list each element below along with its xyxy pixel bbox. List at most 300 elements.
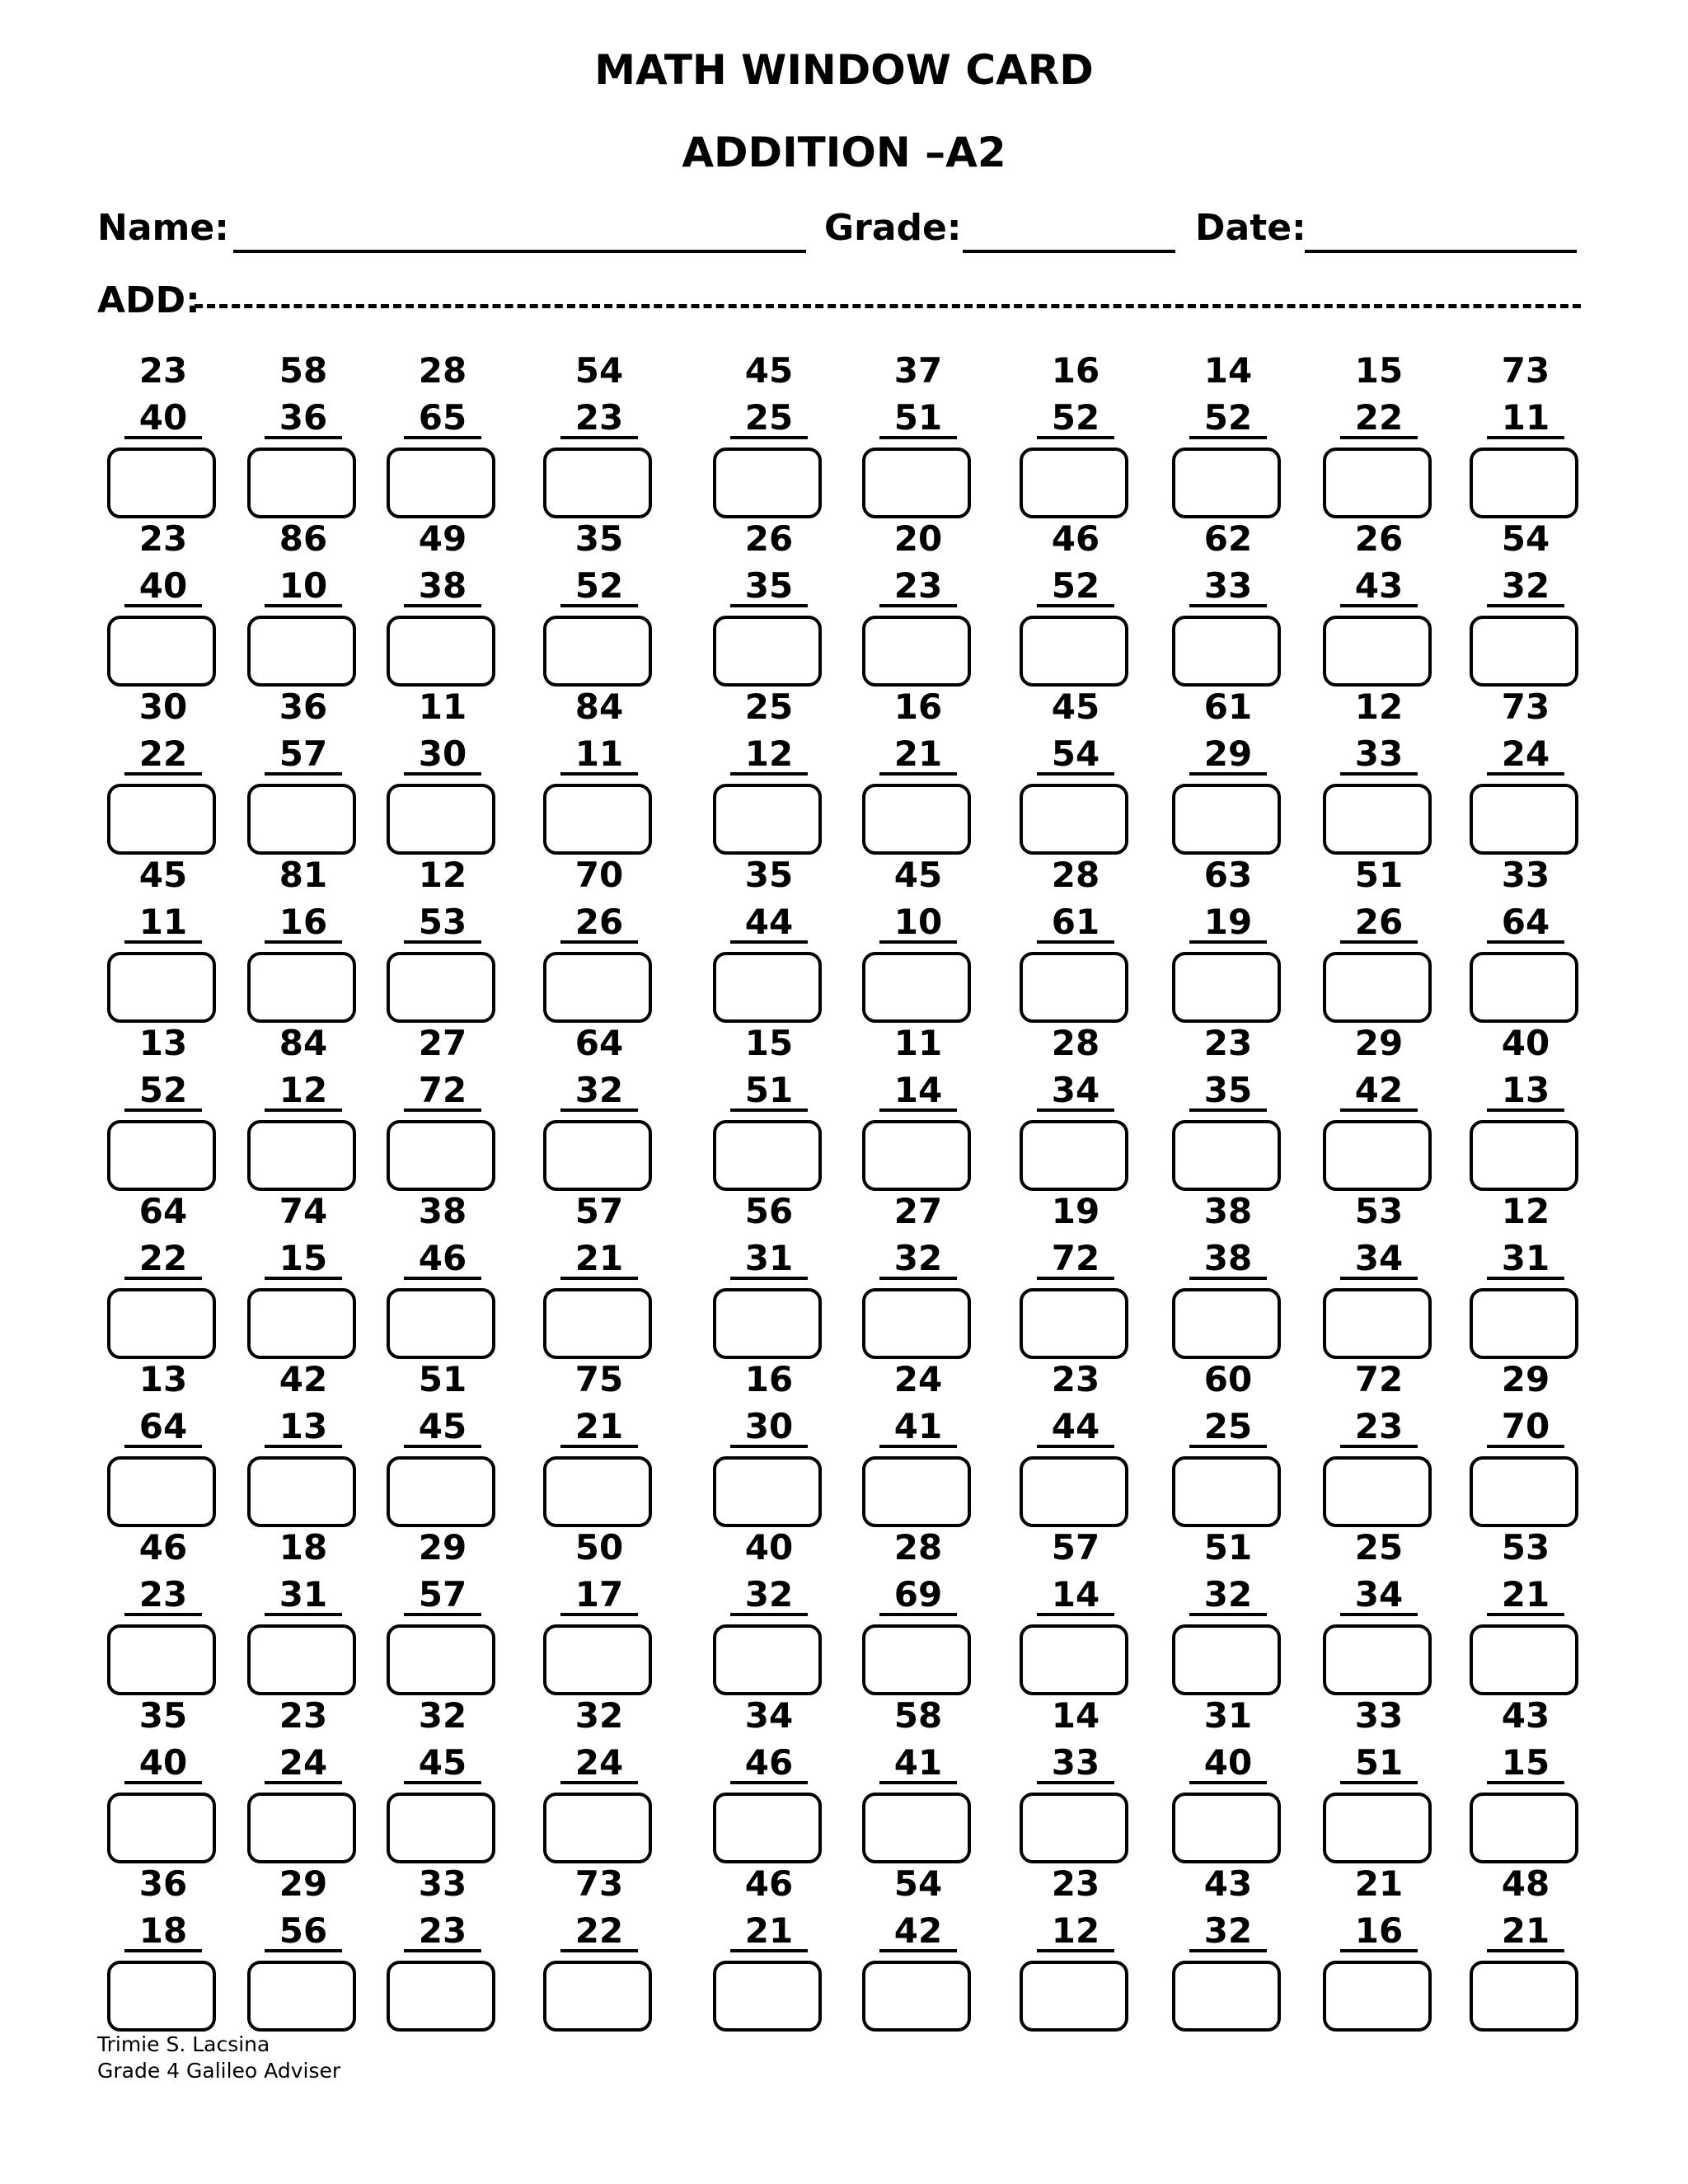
answer-box[interactable] xyxy=(247,1961,356,2032)
problem-cell xyxy=(1018,1695,1133,1863)
answer-box[interactable] xyxy=(543,616,652,687)
answer-box[interactable] xyxy=(1323,1793,1432,1863)
problem-cell xyxy=(106,687,221,855)
answer-box[interactable] xyxy=(1020,1624,1128,1695)
problem-cell xyxy=(1170,687,1286,855)
worksheet-subtitle: ADDITION –A2 xyxy=(682,129,1006,176)
answer-box[interactable] xyxy=(1172,448,1281,518)
answer-box[interactable] xyxy=(1470,448,1578,518)
answer-box[interactable] xyxy=(1470,952,1578,1023)
addend-top: 21 xyxy=(1354,1863,1404,1904)
answer-box[interactable] xyxy=(107,1624,216,1695)
addend-bottom-wrap xyxy=(711,1238,827,1280)
answer-box[interactable] xyxy=(1323,1456,1432,1527)
grade-field[interactable] xyxy=(963,250,1175,253)
answer-box[interactable] xyxy=(387,952,495,1023)
answer-box[interactable] xyxy=(543,1793,652,1863)
addend-bottom: 53 xyxy=(404,904,481,944)
addend-bottom-wrap xyxy=(1018,565,1133,607)
answer-box[interactable] xyxy=(1172,1288,1281,1359)
answer-box[interactable] xyxy=(543,952,652,1023)
addend-top: 54 xyxy=(574,350,624,391)
answer-box[interactable] xyxy=(862,1624,971,1695)
answer-box[interactable] xyxy=(713,784,822,855)
addend-bottom: 24 xyxy=(1487,736,1564,776)
addend-bottom-wrap xyxy=(1321,565,1437,607)
answer-box[interactable] xyxy=(1323,616,1432,687)
addend-bottom-wrap xyxy=(542,565,657,607)
problem-cell xyxy=(385,1023,500,1191)
answer-box[interactable] xyxy=(107,952,216,1023)
answer-box[interactable] xyxy=(1020,1288,1128,1359)
answer-box[interactable] xyxy=(1323,784,1432,855)
answer-box[interactable] xyxy=(107,784,216,855)
answer-box[interactable] xyxy=(1020,1120,1128,1191)
answer-box[interactable] xyxy=(387,1120,495,1191)
addend-top: 25 xyxy=(744,687,794,727)
addend-bottom-wrap xyxy=(385,1406,500,1448)
problem-row xyxy=(0,1695,1688,1863)
problem-cell xyxy=(106,855,221,1023)
addend-bottom: 52 xyxy=(1037,568,1114,607)
addend-bottom-wrap xyxy=(106,1238,221,1280)
addend-bottom-wrap xyxy=(1321,1238,1437,1280)
addend-bottom-wrap xyxy=(1018,1910,1133,1952)
addend-top: 38 xyxy=(1203,1191,1253,1231)
addend-bottom-wrap xyxy=(246,1910,361,1952)
answer-box[interactable] xyxy=(543,1961,652,2032)
addend-bottom-wrap xyxy=(106,733,221,776)
problem-cell xyxy=(385,1359,500,1527)
addend-top: 28 xyxy=(418,350,467,391)
addend-bottom: 21 xyxy=(1487,1913,1564,1952)
answer-box[interactable] xyxy=(713,1793,822,1863)
addend-bottom: 38 xyxy=(404,568,481,607)
answer-box[interactable] xyxy=(247,952,356,1023)
answer-box[interactable] xyxy=(862,952,971,1023)
answer-box[interactable] xyxy=(387,1288,495,1359)
addend-bottom: 33 xyxy=(1037,1745,1114,1784)
answer-box[interactable] xyxy=(1020,1961,1128,2032)
problem-cell xyxy=(106,1023,221,1191)
answer-box[interactable] xyxy=(107,1120,216,1191)
problem-cell xyxy=(1321,1695,1437,1863)
problem-cell xyxy=(1170,855,1286,1023)
addend-bottom: 41 xyxy=(879,1745,957,1784)
answer-box[interactable] xyxy=(387,1793,495,1863)
addend-bottom-wrap xyxy=(385,397,500,439)
answer-box[interactable] xyxy=(107,1288,216,1359)
answer-box[interactable] xyxy=(713,448,822,518)
addend-top: 32 xyxy=(418,1695,467,1736)
problem-cell xyxy=(385,1863,500,2032)
addend-top: 73 xyxy=(574,1863,624,1904)
answer-box[interactable] xyxy=(862,616,971,687)
addend-bottom-wrap xyxy=(1170,1742,1286,1784)
problem-cell xyxy=(1170,1695,1286,1863)
addend-top: 38 xyxy=(418,1191,467,1231)
addend-bottom-wrap xyxy=(1321,397,1437,439)
problem-cell xyxy=(542,518,657,687)
addend-bottom-wrap xyxy=(1018,1406,1133,1448)
answer-box[interactable] xyxy=(1470,1793,1578,1863)
addend-bottom: 52 xyxy=(560,568,638,607)
addend-top: 74 xyxy=(279,1191,328,1231)
addend-bottom: 24 xyxy=(265,1745,342,1784)
addend-top: 84 xyxy=(279,1023,328,1063)
addend-bottom: 32 xyxy=(1189,1577,1267,1616)
addend-bottom-wrap xyxy=(860,1742,976,1784)
student-info-fields xyxy=(97,204,1581,258)
addend-top: 16 xyxy=(744,1359,794,1399)
addend-top: 50 xyxy=(574,1527,624,1568)
addend-bottom: 21 xyxy=(879,736,957,776)
addend-top: 33 xyxy=(1501,855,1550,895)
problem-cell xyxy=(1170,1023,1286,1191)
answer-box[interactable] xyxy=(1020,1793,1128,1863)
answer-box[interactable] xyxy=(247,784,356,855)
addend-bottom: 32 xyxy=(730,1577,808,1616)
addend-bottom-wrap xyxy=(106,397,221,439)
addend-top: 11 xyxy=(418,687,467,727)
problem-cell xyxy=(1321,1023,1437,1191)
answer-box[interactable] xyxy=(1172,1456,1281,1527)
answer-box[interactable] xyxy=(107,1961,216,2032)
addend-top: 86 xyxy=(279,518,328,559)
addend-top: 26 xyxy=(1354,518,1404,559)
addend-bottom: 52 xyxy=(1037,400,1114,439)
problem-cell xyxy=(1321,687,1437,855)
addend-bottom-wrap xyxy=(1018,902,1133,944)
answer-box[interactable] xyxy=(1323,1624,1432,1695)
addend-top: 57 xyxy=(574,1191,624,1231)
problem-cell xyxy=(711,1527,827,1695)
addend-top: 14 xyxy=(1051,1695,1100,1736)
addend-bottom: 21 xyxy=(560,1240,638,1280)
addend-bottom-wrap xyxy=(1321,1574,1437,1616)
operation-label: ADD: xyxy=(97,279,200,321)
answer-box[interactable] xyxy=(387,1961,495,2032)
problem-cell xyxy=(1321,855,1437,1023)
addend-top: 54 xyxy=(1501,518,1550,559)
addend-bottom-wrap xyxy=(711,1574,827,1616)
addend-bottom: 31 xyxy=(265,1577,342,1616)
addend-bottom-wrap xyxy=(711,565,827,607)
answer-box[interactable] xyxy=(543,784,652,855)
addend-bottom-wrap xyxy=(542,902,657,944)
addend-bottom: 32 xyxy=(560,1072,638,1112)
addend-bottom: 40 xyxy=(124,568,202,607)
answer-box[interactable] xyxy=(387,1456,495,1527)
problem-cell xyxy=(711,855,827,1023)
answer-box[interactable] xyxy=(862,1456,971,1527)
problem-cell xyxy=(385,350,500,518)
problem-cell xyxy=(1468,1191,1583,1359)
addend-bottom-wrap xyxy=(1170,1910,1286,1952)
answer-box[interactable] xyxy=(1323,448,1432,518)
addend-bottom: 16 xyxy=(265,904,342,944)
problem-cell xyxy=(860,350,976,518)
answer-box[interactable] xyxy=(1020,1456,1128,1527)
addend-top: 23 xyxy=(1051,1359,1100,1399)
problem-cell xyxy=(385,1695,500,1863)
addend-top: 29 xyxy=(1501,1359,1550,1399)
addend-bottom-wrap xyxy=(542,1070,657,1112)
addend-bottom: 61 xyxy=(1037,904,1114,944)
problem-cell xyxy=(246,350,361,518)
problem-cell xyxy=(860,1191,976,1359)
answer-box[interactable] xyxy=(247,1120,356,1191)
addend-bottom-wrap xyxy=(1170,565,1286,607)
addend-top: 37 xyxy=(893,350,943,391)
addend-bottom-wrap xyxy=(1321,733,1437,776)
addend-bottom-wrap xyxy=(860,397,976,439)
problem-cell xyxy=(246,1863,361,2032)
answer-box[interactable] xyxy=(1470,1624,1578,1695)
answer-box[interactable] xyxy=(862,448,971,518)
problem-row xyxy=(0,518,1688,687)
addend-bottom: 40 xyxy=(1189,1745,1267,1784)
date-field[interactable] xyxy=(1305,250,1577,253)
answer-box[interactable] xyxy=(1470,784,1578,855)
name-field[interactable] xyxy=(233,250,806,253)
answer-box[interactable] xyxy=(1020,784,1128,855)
answer-box[interactable] xyxy=(1470,1456,1578,1527)
answer-box[interactable] xyxy=(862,1120,971,1191)
problem-cell xyxy=(1018,1863,1133,2032)
addend-bottom: 44 xyxy=(1037,1408,1114,1448)
problem-cell xyxy=(1170,350,1286,518)
addend-bottom: 18 xyxy=(124,1913,202,1952)
addend-bottom-wrap xyxy=(860,1070,976,1112)
addend-bottom-wrap xyxy=(1170,1406,1286,1448)
answer-box[interactable] xyxy=(1172,1961,1281,2032)
addend-bottom: 15 xyxy=(265,1240,342,1280)
answer-box[interactable] xyxy=(387,448,495,518)
addend-bottom-wrap xyxy=(246,1574,361,1616)
problem-cell xyxy=(711,1191,827,1359)
answer-box[interactable] xyxy=(1020,616,1128,687)
answer-box[interactable] xyxy=(1172,952,1281,1023)
addend-bottom: 40 xyxy=(124,1745,202,1784)
answer-box[interactable] xyxy=(1323,1288,1432,1359)
addend-bottom: 70 xyxy=(1487,1408,1564,1448)
answer-box[interactable] xyxy=(1470,616,1578,687)
problem-cell xyxy=(246,1191,361,1359)
addend-top: 16 xyxy=(893,687,943,727)
answer-box[interactable] xyxy=(107,448,216,518)
answer-box[interactable] xyxy=(713,1120,822,1191)
problem-cell xyxy=(246,1527,361,1695)
answer-box[interactable] xyxy=(1470,1120,1578,1191)
answer-box[interactable] xyxy=(1323,1961,1432,2032)
addend-bottom: 22 xyxy=(124,736,202,776)
problem-cell xyxy=(1468,518,1583,687)
addend-bottom-wrap xyxy=(860,902,976,944)
problem-cell xyxy=(1018,687,1133,855)
problem-cell xyxy=(542,1527,657,1695)
addend-bottom: 51 xyxy=(730,1072,808,1112)
addend-bottom-wrap xyxy=(860,565,976,607)
addend-top: 25 xyxy=(1354,1527,1404,1568)
problem-cell xyxy=(860,1695,976,1863)
addend-top: 18 xyxy=(279,1527,328,1568)
problem-cell xyxy=(246,518,361,687)
answer-box[interactable] xyxy=(862,1793,971,1863)
problem-cell xyxy=(1321,518,1437,687)
problem-cell xyxy=(1018,518,1133,687)
problem-row xyxy=(0,855,1688,1023)
answer-box[interactable] xyxy=(247,448,356,518)
addend-top: 19 xyxy=(1051,1191,1100,1231)
addend-bottom: 33 xyxy=(1340,736,1418,776)
answer-box[interactable] xyxy=(1172,1624,1281,1695)
answer-box[interactable] xyxy=(1323,952,1432,1023)
answer-box[interactable] xyxy=(543,1624,652,1695)
addend-top: 33 xyxy=(418,1863,467,1904)
problem-cell xyxy=(1468,1359,1583,1527)
addend-top: 16 xyxy=(1051,350,1100,391)
answer-box[interactable] xyxy=(107,1456,216,1527)
addend-bottom: 13 xyxy=(265,1408,342,1448)
answer-box[interactable] xyxy=(713,952,822,1023)
addend-bottom: 43 xyxy=(1340,568,1418,607)
addend-bottom-wrap xyxy=(106,565,221,607)
answer-box[interactable] xyxy=(543,448,652,518)
answer-box[interactable] xyxy=(1172,1120,1281,1191)
addend-bottom: 14 xyxy=(879,1072,957,1112)
answer-box[interactable] xyxy=(1020,448,1128,518)
addend-bottom-wrap xyxy=(1321,1742,1437,1784)
addend-bottom: 45 xyxy=(404,1408,481,1448)
addend-top: 29 xyxy=(1354,1023,1404,1063)
answer-box[interactable] xyxy=(713,1288,822,1359)
addend-bottom-wrap xyxy=(385,1574,500,1616)
addend-top: 36 xyxy=(138,1863,188,1904)
addend-bottom-wrap xyxy=(246,902,361,944)
problem-cell xyxy=(106,1695,221,1863)
answer-box[interactable] xyxy=(1323,1120,1432,1191)
answer-box[interactable] xyxy=(1020,952,1128,1023)
addend-bottom: 22 xyxy=(124,1240,202,1280)
problem-cell xyxy=(246,1023,361,1191)
addend-bottom: 15 xyxy=(1487,1745,1564,1784)
answer-box[interactable] xyxy=(247,1456,356,1527)
answer-box[interactable] xyxy=(713,1961,822,2032)
problem-cell xyxy=(542,1359,657,1527)
addend-bottom: 32 xyxy=(1487,568,1564,607)
addend-bottom: 33 xyxy=(1189,568,1267,607)
problem-cell xyxy=(1321,1863,1437,2032)
addend-bottom-wrap xyxy=(1170,397,1286,439)
addend-bottom: 12 xyxy=(265,1072,342,1112)
addend-top: 40 xyxy=(1501,1023,1550,1063)
addend-bottom-wrap xyxy=(106,902,221,944)
answer-box[interactable] xyxy=(107,616,216,687)
answer-box[interactable] xyxy=(387,784,495,855)
answer-box[interactable] xyxy=(387,1624,495,1695)
problem-cell xyxy=(1321,350,1437,518)
addend-bottom-wrap xyxy=(106,1070,221,1112)
addend-bottom: 44 xyxy=(730,904,808,944)
problem-cell xyxy=(711,1023,827,1191)
answer-box[interactable] xyxy=(543,1288,652,1359)
addend-bottom: 21 xyxy=(560,1408,638,1448)
addend-bottom: 40 xyxy=(124,400,202,439)
answer-box[interactable] xyxy=(713,1456,822,1527)
problem-cell xyxy=(860,518,976,687)
addend-bottom: 41 xyxy=(879,1408,957,1448)
answer-box[interactable] xyxy=(862,1961,971,2032)
answer-box[interactable] xyxy=(1470,1961,1578,2032)
addend-top: 42 xyxy=(279,1359,328,1399)
problem-cell xyxy=(106,1191,221,1359)
addend-bottom-wrap xyxy=(542,1910,657,1952)
addend-bottom: 16 xyxy=(1340,1913,1418,1952)
answer-box[interactable] xyxy=(862,1288,971,1359)
addend-bottom: 22 xyxy=(560,1913,638,1952)
addend-bottom: 29 xyxy=(1189,736,1267,776)
problem-cell xyxy=(860,855,976,1023)
addend-bottom: 34 xyxy=(1340,1577,1418,1616)
problem-cell xyxy=(385,855,500,1023)
addend-top: 45 xyxy=(893,855,943,895)
addend-bottom-wrap xyxy=(1018,1238,1133,1280)
answer-box[interactable] xyxy=(1470,1288,1578,1359)
addend-bottom-wrap xyxy=(711,1910,827,1952)
answer-box[interactable] xyxy=(107,1793,216,1863)
addend-bottom-wrap xyxy=(246,1070,361,1112)
answer-box[interactable] xyxy=(387,616,495,687)
addend-bottom-wrap xyxy=(860,1910,976,1952)
addend-bottom-wrap xyxy=(1468,397,1583,439)
answer-box[interactable] xyxy=(1172,784,1281,855)
answer-box[interactable] xyxy=(1172,1793,1281,1863)
addend-bottom: 23 xyxy=(124,1577,202,1616)
addend-bottom-wrap xyxy=(246,1406,361,1448)
addend-top: 46 xyxy=(1051,518,1100,559)
addend-top: 28 xyxy=(893,1527,943,1568)
addend-bottom: 24 xyxy=(560,1745,638,1784)
addend-top: 23 xyxy=(279,1695,328,1736)
addend-bottom: 51 xyxy=(1340,1745,1418,1784)
answer-box[interactable] xyxy=(713,616,822,687)
addend-bottom: 42 xyxy=(879,1913,957,1952)
problem-cell xyxy=(106,518,221,687)
answer-box[interactable] xyxy=(862,784,971,855)
addend-bottom-wrap xyxy=(385,565,500,607)
addend-bottom: 14 xyxy=(1037,1577,1114,1616)
answer-box[interactable] xyxy=(247,1624,356,1695)
footer-author: Trimie S. Lacsina xyxy=(97,2032,270,2056)
answer-box[interactable] xyxy=(247,1288,356,1359)
addend-bottom: 23 xyxy=(879,568,957,607)
answer-box[interactable] xyxy=(1172,616,1281,687)
answer-box[interactable] xyxy=(543,1456,652,1527)
answer-box[interactable] xyxy=(713,1624,822,1695)
problem-cell xyxy=(1018,1359,1133,1527)
addend-bottom: 64 xyxy=(1487,904,1564,944)
answer-box[interactable] xyxy=(247,616,356,687)
answer-box[interactable] xyxy=(543,1120,652,1191)
problem-cell xyxy=(1170,1863,1286,2032)
addend-top: 54 xyxy=(893,1863,943,1904)
addend-top: 35 xyxy=(744,855,794,895)
addend-bottom: 52 xyxy=(1189,400,1267,439)
grade-label: Grade: xyxy=(824,207,962,249)
answer-box[interactable] xyxy=(247,1793,356,1863)
problem-cell xyxy=(542,687,657,855)
